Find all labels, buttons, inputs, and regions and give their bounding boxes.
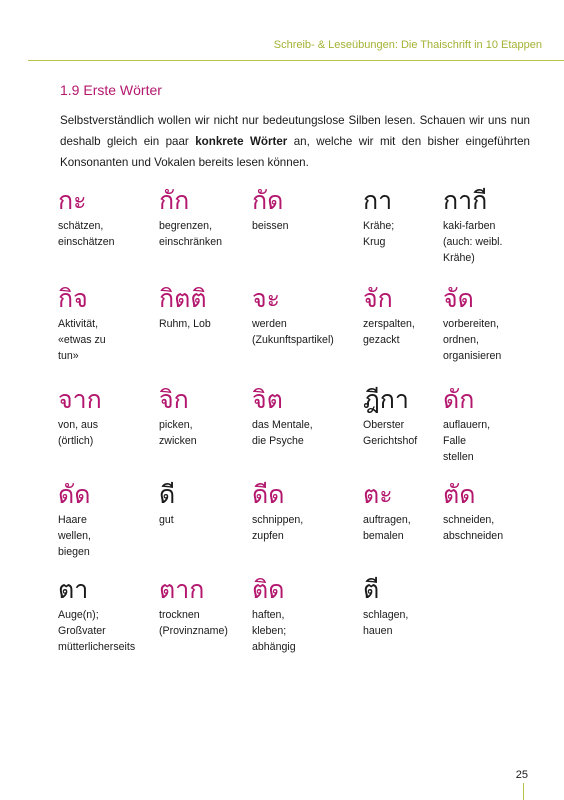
- word-meaning: schneiden, abschneiden: [443, 514, 504, 542]
- thai-word: กัก: [159, 186, 190, 215]
- word-meaning: Haare wellen, biegen: [58, 514, 91, 558]
- word-entry: [443, 385, 543, 465]
- word-meaning: werden (Zukunftspartikel): [252, 318, 334, 346]
- word-meaning: schnippen, zupfen: [252, 514, 304, 542]
- thai-word: จิก: [159, 385, 189, 414]
- word-meaning: zerspalten, gezackt: [363, 318, 415, 346]
- word-meaning: auflauern, Falle stellen: [443, 419, 491, 463]
- thai-word: กัด: [252, 186, 284, 215]
- intro-paragraph: [60, 110, 530, 173]
- word-entry: [443, 284, 543, 364]
- word-entry: [252, 575, 352, 655]
- word-meaning: das Mentale, die Psyche: [252, 419, 313, 447]
- thai-word: กิตติ: [159, 284, 207, 313]
- thai-word: จัด: [443, 284, 474, 313]
- intro-text-2: an, welche wir mit den bisher eingeführten Konsonanten und Vokalen bereits lesen können.: [60, 135, 531, 169]
- thai-word: ตี: [363, 575, 380, 604]
- word-entry: [159, 385, 259, 449]
- word-entry: [159, 284, 259, 332]
- footer-rule: [523, 783, 524, 800]
- running-header-title: Schreib- & Leseübungen: Die Thaischrift in 10 Etappen: [273, 39, 542, 51]
- word-meaning: vorbereiten, ordnen, organisieren: [443, 318, 502, 362]
- thai-word: ตา: [58, 575, 89, 604]
- thai-word: จัก: [363, 284, 393, 313]
- word-entry: [58, 480, 158, 560]
- word-meaning: Oberster Gerichtshof: [363, 419, 418, 447]
- thai-word: ดี: [159, 480, 176, 509]
- word-meaning: begrenzen, einschränken: [159, 220, 223, 248]
- word-meaning: Krähe; Krug: [363, 220, 395, 248]
- thai-word: ดัด: [58, 480, 91, 509]
- thai-word: ตัด: [443, 480, 476, 509]
- word-meaning: picken, zwicken: [159, 419, 197, 447]
- word-meaning: auftragen, bemalen: [363, 514, 411, 542]
- word-entry: [159, 575, 259, 639]
- thai-word: ฎีกา: [363, 385, 409, 414]
- word-entry: [363, 575, 463, 639]
- thai-word: กะ: [58, 186, 87, 215]
- word-meaning: Ruhm, Lob: [159, 318, 211, 330]
- header-rule: [28, 60, 564, 61]
- thai-word: กิจ: [58, 284, 88, 313]
- word-entry: [252, 480, 352, 544]
- intro-bold-text: konkrete Wörter: [195, 135, 288, 148]
- word-entry: [443, 186, 543, 266]
- word-meaning: Aktivität, «etwas zu tun»: [58, 318, 106, 362]
- word-meaning: gut: [159, 514, 174, 526]
- word-entry: [58, 284, 158, 364]
- word-entry: [252, 186, 352, 234]
- thai-word: ตะ: [363, 480, 393, 509]
- thai-word: กา: [363, 186, 393, 215]
- word-entry: [443, 480, 543, 544]
- word-meaning: trocknen (Provinzname): [159, 609, 228, 637]
- word-entry: [58, 575, 158, 655]
- thai-word: จะ: [252, 284, 281, 313]
- thai-word: จาก: [58, 385, 102, 414]
- word-entry: [58, 385, 158, 449]
- word-entry: [159, 186, 259, 250]
- word-meaning: haften, kleben; abhängig: [252, 609, 296, 653]
- word-meaning: Auge(n); Großvater mütterlicherseits: [58, 609, 136, 653]
- word-entry: [252, 284, 352, 348]
- word-entry: [159, 480, 259, 528]
- thai-word: ดีด: [252, 480, 285, 509]
- word-entry: [58, 186, 158, 250]
- thai-word: ติด: [252, 575, 285, 604]
- thai-word: ดัก: [443, 385, 475, 414]
- thai-word: จิต: [252, 385, 283, 414]
- word-meaning: kaki-farben (auch: weibl. Krähe): [443, 220, 503, 264]
- word-meaning: schlagen, hauen: [363, 609, 409, 637]
- intro-text-1: Selbstverständlich wollen wir nicht nur bedeutungslose Silben lesen. Schauen wir uns nun deshalb gleich ein paar: [60, 114, 530, 148]
- thai-word: กากี: [443, 186, 488, 215]
- section-heading: 1.9 Erste Wörter: [60, 82, 162, 98]
- word-meaning: beissen: [252, 220, 289, 232]
- page-number: 25: [515, 769, 528, 781]
- thai-word: ตาก: [159, 575, 205, 604]
- word-meaning: schätzen, einschätzen: [58, 220, 115, 248]
- word-meaning: von, aus (örtlich): [58, 419, 99, 447]
- word-entry: [252, 385, 352, 449]
